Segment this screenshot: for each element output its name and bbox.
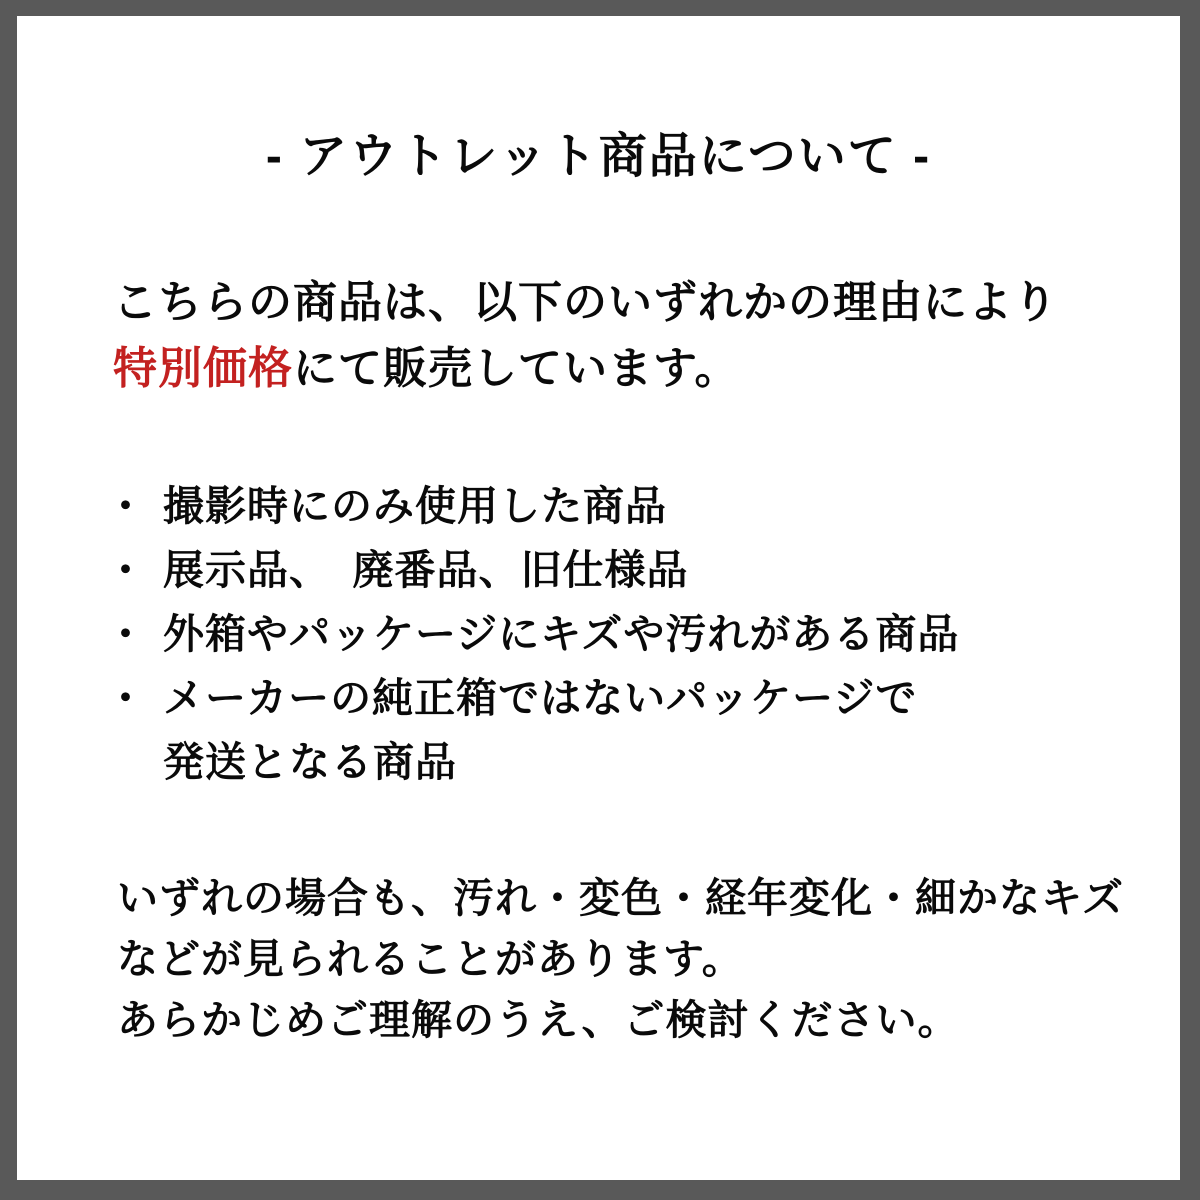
reason-text-line: メーカーの純正箱ではないパッケージで xyxy=(163,675,918,721)
disclaimer-line: あらかじめご理解のうえ、ご検討ください。 xyxy=(117,997,960,1043)
reason-text xyxy=(163,538,689,602)
disclaimer-paragraph xyxy=(117,868,1180,1051)
reason-text-line: 発送となる商品 xyxy=(163,739,457,785)
notice-title: - アウトレット商品について - xyxy=(265,130,932,183)
reason-text xyxy=(163,666,917,794)
reason-item xyxy=(105,602,1180,666)
intro-paragraph xyxy=(113,270,1180,402)
bullet-marker: ・ xyxy=(105,675,146,721)
bullet-marker: ・ xyxy=(105,483,146,529)
reason-item xyxy=(105,538,1180,602)
reason-item xyxy=(105,666,1180,794)
disclaimer-line: いずれの場合も、汚れ・変色・経年変化・細かなキズ xyxy=(117,875,1125,921)
special-price-highlight: 特別価格 xyxy=(113,344,293,393)
disclaimer-line: などが見られることがあります。 xyxy=(117,936,744,982)
bullet-marker: ・ xyxy=(105,547,146,593)
reasons-list xyxy=(105,474,1180,794)
reason-text-line: 撮影時にのみ使用した商品 xyxy=(163,483,667,529)
bullet-marker: ・ xyxy=(105,611,146,657)
reason-text-line: 外箱やパッケージにキズや汚れがある商品 xyxy=(163,611,960,657)
reason-text xyxy=(163,474,667,538)
intro-line1: こちらの商品は、以下のいずれかの理由により xyxy=(113,278,1058,327)
reason-item xyxy=(105,474,1180,538)
intro-line2-rest: にて販売しています。 xyxy=(293,344,740,393)
notice-card xyxy=(17,16,1180,1180)
reason-text xyxy=(163,602,959,666)
reason-text-line: 展示品、 廃番品、旧仕様品 xyxy=(163,547,689,593)
